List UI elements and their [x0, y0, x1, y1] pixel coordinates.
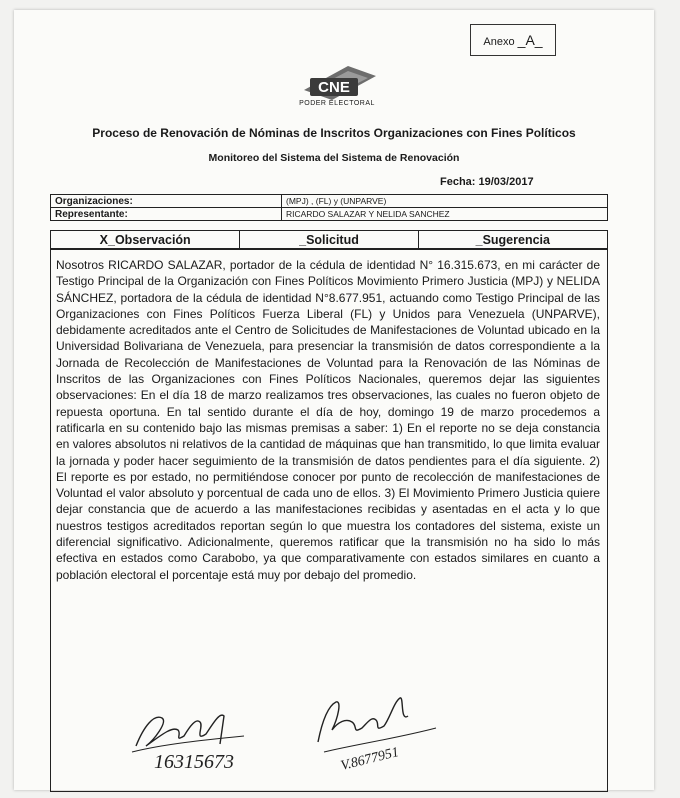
category-request: _Solicitud — [240, 231, 418, 250]
date-label: Fecha: 19/03/2017 — [440, 176, 534, 188]
category-observation: X_Observación — [51, 231, 240, 250]
annex-label: Anexo — [483, 36, 515, 48]
organizations-label: Organizaciones: — [51, 195, 282, 208]
body-text: Nosotros RICARDO SALAZAR, portador de la cédula de identidad N° 16.315.673, en mi carácter de Testigo Principal de la Organización con Fines Políticos Movimiento Primero Justicia (MPJ) y NELIDA SÁNCHEZ, portadora de la cédula de identidad N°8.677.951, actuando como Testigo Principal de las Organizaciones con Fines Políticos Fuerza Liberal (FL) y Unidos para Venezuela (UNPARVE), debidamente acreditados ante el Centro de Solicitudes de Manifestaciones de Voluntad ubicado en la Universidad Bolivariana de Venezuela, para presenciar la transmisión de datos correspondiente a la Jornada de Recolección de Manifestaciones de Voluntad para la Renovación de las Nóminas de Inscritos de las Organizaciones con Fines Políticos Nacionales, queremos dejar las siguientes observaciones: En el día 18 de marzo realizamos tres observaciones, las cuales no fueron objeto de repuesta oportuna. En tal sentido durante el día de hoy, domingo 19 de marzo procedemos a ratificarla en su contenido bajo las mismas premisas a saber: 1) En el reporte no se deja constancia en valores absolutos ni relativos de la cantidad de máquinas que han transmitido, lo que limita evaluar la jornada y poder hacer seguimiento de la transmisión de datos pendientes para el día siguiente. 2) El reporte es por estado, no permitiéndose conocer por punto de recolección de manifestaciones de Voluntad el valor absoluto y porcentual de cada uno de ellos. 3) El Movimiento Primero Justicia quiere dejar constancia que de acuerdo a las manifestaciones recibidas y asentadas en el acta y lo que nuestros testigos acreditados reportan según lo que muestra los contadores del sistema, existe un diferencial significativo. Adicionalmente, queremos ratificar que la transmisión no ha sido lo más efectiva en estados como Carabobo, ya que comparativamente con estados similares en cuanto a población electoral el porcentaje está muy por debajo del promedio. — [56, 258, 600, 582]
left-signature — [124, 696, 274, 776]
document-page — [14, 10, 654, 790]
document-subtitle: Monitoreo del Sistema del Sistema de Renovación — [208, 152, 460, 164]
document-title: Proceso de Renovación de Nóminas de Inscritos Organizaciones con Fines Políticos — [92, 126, 576, 140]
table-row — [51, 208, 608, 221]
representative-label: Representante: — [51, 208, 282, 221]
annex-box — [470, 24, 556, 56]
table-row — [51, 195, 608, 208]
representative-value: RICARDO SALAZAR Y NELIDA SANCHEZ — [282, 208, 608, 221]
logo-text: CNE — [318, 79, 350, 96]
right-signature — [308, 682, 458, 782]
organizations-value: (MPJ) , (FL) y (UNPARVE) — [282, 195, 608, 208]
table-row — [51, 231, 608, 250]
logo-subtitle: PODER ELECTORAL — [299, 100, 375, 107]
category-suggestion: _Sugerencia — [418, 231, 607, 250]
category-table — [50, 230, 608, 250]
right-signature-id: V.8677951 — [339, 744, 401, 774]
meta-table — [50, 194, 608, 221]
annex-value: _A_ — [517, 32, 543, 48]
left-signature-id: 16315673 — [154, 751, 234, 773]
